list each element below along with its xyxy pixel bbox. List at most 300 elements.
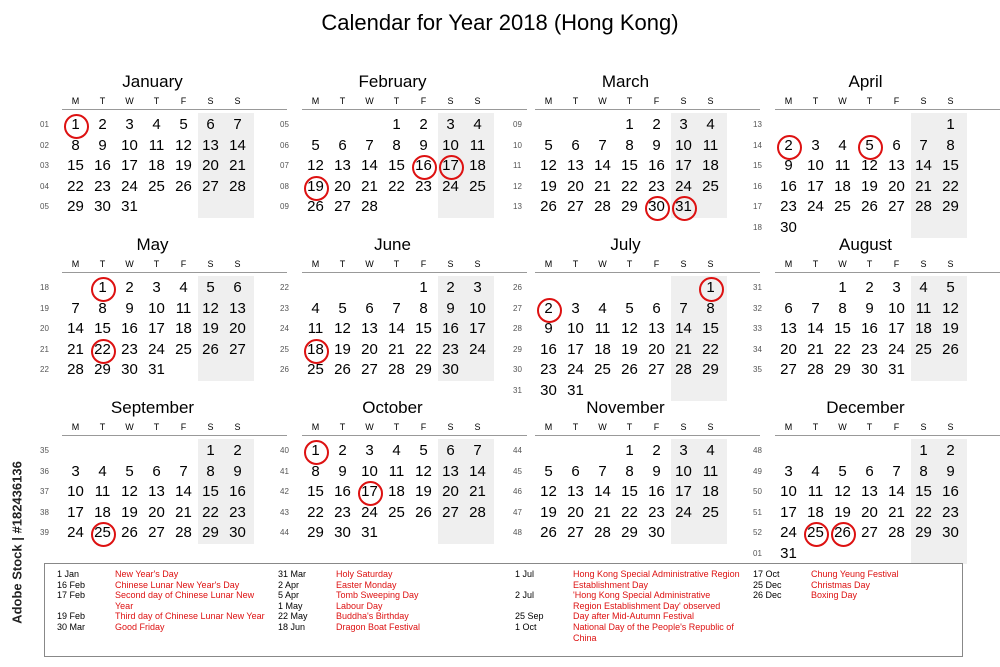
day-cell: 31	[888, 361, 905, 378]
day-cell: 8	[706, 299, 715, 317]
day-cell: 30	[229, 524, 246, 541]
day-cell: 2	[946, 442, 955, 459]
day-cell: 14	[888, 483, 905, 500]
watermark-text: Adobe Stock | #182436136	[9, 461, 25, 624]
month-december	[753, 398, 993, 565]
legend-holiday-name: National Day of the People's Republic of China	[573, 621, 734, 643]
day-cell: 29	[202, 524, 219, 541]
day-cell: 25	[702, 177, 719, 195]
week-number: 22	[280, 283, 289, 292]
day-cell: 19	[121, 503, 138, 521]
month-april	[753, 72, 993, 239]
day-cell: 29	[621, 524, 638, 541]
day-cell: 18	[388, 483, 405, 500]
day-cell: 7	[892, 462, 901, 480]
watermark	[6, 430, 26, 660]
day-cell: 14	[807, 320, 824, 337]
day-cell: 12	[202, 299, 219, 317]
day-cell: 22	[94, 340, 111, 358]
day-cell: 26	[307, 198, 324, 215]
day-cell: 19	[540, 177, 557, 195]
day-cell: 19	[942, 320, 959, 337]
header-rule	[775, 109, 1000, 110]
day-cell: 1	[419, 279, 428, 296]
day-cell: 8	[206, 462, 215, 480]
day-cell: 1	[946, 116, 955, 133]
day-cell: 20	[567, 503, 584, 521]
weekday-header: T	[339, 96, 346, 106]
day-cell: 10	[675, 136, 692, 154]
day-cell: 9	[865, 299, 874, 317]
legend-item	[515, 611, 740, 622]
month-name: June	[374, 235, 411, 254]
day-cell: 27	[334, 198, 351, 215]
week-number: 48	[513, 528, 522, 537]
week-number: 22	[40, 365, 49, 374]
day-cell: 5	[838, 462, 847, 480]
day-cell: 26	[415, 503, 432, 521]
day-cell: 5	[206, 279, 215, 296]
day-cell: 29	[307, 524, 324, 541]
day-cell: 10	[148, 299, 165, 317]
day-cell: 13	[567, 157, 584, 174]
day-cell: 12	[942, 299, 959, 317]
day-cell: 3	[679, 442, 688, 459]
day-cell: 7	[179, 462, 188, 480]
month-name: November	[586, 398, 665, 417]
day-cell: 14	[469, 462, 486, 480]
week-number: 06	[280, 140, 289, 150]
day-cell: 8	[71, 136, 80, 154]
legend-item	[278, 601, 508, 612]
week-number: 19	[40, 303, 49, 313]
day-cell: 26	[540, 198, 557, 215]
legend-holiday-name: Christmas Day	[811, 579, 871, 590]
day-cell: 19	[334, 340, 351, 358]
weekday-header: T	[572, 96, 579, 106]
day-cell: 12	[621, 320, 638, 337]
day-cell: 19	[621, 340, 638, 358]
day-cell: 23	[229, 503, 246, 521]
day-cell: 17	[442, 157, 459, 174]
week-number: 17	[753, 202, 762, 211]
day-cell: 4	[706, 116, 715, 133]
week-number: 30	[513, 365, 522, 374]
weekday-header: S	[207, 96, 214, 106]
day-cell: 20	[780, 340, 797, 358]
day-cell: 24	[361, 503, 378, 521]
day-cell: 10	[888, 299, 905, 317]
day-cell: 6	[338, 136, 347, 154]
week-number: 08	[280, 181, 289, 191]
day-cell: 1	[392, 116, 401, 133]
week-number: 23	[280, 303, 289, 313]
day-cell: 18	[807, 503, 824, 521]
month-february	[280, 72, 520, 219]
weekday-header: T	[99, 422, 106, 432]
day-cell: 26	[942, 340, 959, 358]
month-march	[513, 72, 753, 219]
weekday-header: F	[653, 96, 660, 106]
day-cell: 13	[442, 462, 459, 480]
day-cell: 28	[361, 198, 378, 215]
week-number: 09	[513, 120, 522, 129]
weekday-header: F	[420, 259, 427, 269]
day-cell: 4	[179, 279, 188, 296]
day-cell: 24	[780, 524, 797, 541]
day-cell: 21	[67, 340, 84, 358]
day-cell: 3	[446, 116, 455, 133]
weekday-header: F	[653, 422, 660, 432]
week-number: 20	[40, 324, 49, 333]
week-number: 43	[280, 507, 289, 517]
day-cell: 31	[361, 524, 378, 541]
day-cell: 2	[338, 442, 347, 459]
day-cell: 18	[702, 483, 719, 500]
day-cell: 10	[469, 299, 486, 317]
weekday-header: M	[311, 96, 320, 106]
day-cell: 23	[780, 198, 797, 215]
weekday-header: S	[474, 422, 481, 432]
day-cell: 17	[121, 157, 138, 174]
header-rule	[302, 272, 527, 273]
day-cell: 27	[442, 503, 459, 521]
legend-item	[278, 569, 508, 580]
weekday-header: T	[866, 259, 873, 269]
day-cell: 16	[780, 177, 797, 195]
day-cell: 30	[942, 524, 959, 541]
day-cell: 30	[540, 381, 557, 399]
day-cell: 2	[865, 279, 874, 296]
day-cell: 21	[388, 340, 405, 358]
week-number: 31	[513, 385, 522, 395]
day-cell: 1	[919, 442, 928, 459]
day-cell: 24	[148, 340, 165, 358]
day-cell: 21	[888, 503, 905, 521]
month-name: May	[136, 235, 169, 254]
weekday-header: M	[71, 259, 80, 269]
week-number: 37	[40, 487, 49, 496]
legend-item	[278, 590, 508, 601]
day-cell: 9	[446, 299, 455, 317]
week-number: 38	[40, 507, 49, 517]
week-number: 51	[753, 507, 762, 517]
day-cell: 24	[675, 177, 692, 195]
weekday-header: S	[680, 259, 687, 269]
legend-column	[278, 569, 508, 633]
weekday-header: W	[598, 259, 607, 269]
day-cell: 5	[125, 462, 134, 480]
day-cell: 5	[311, 136, 320, 154]
day-cell: 29	[67, 198, 84, 215]
legend-item	[753, 580, 953, 591]
weekday-header: T	[393, 96, 400, 106]
week-number: 49	[753, 466, 762, 476]
day-cell: 25	[594, 361, 611, 378]
day-cell: 15	[915, 483, 932, 500]
weekday-header: M	[784, 259, 793, 269]
month-october	[280, 398, 520, 545]
day-cell: 28	[675, 361, 692, 378]
day-cell: 17	[67, 503, 84, 521]
legend-date: 17 Oct	[753, 569, 780, 579]
legend-column	[753, 569, 953, 601]
day-cell: 1	[98, 279, 107, 296]
day-cell: 20	[334, 177, 351, 195]
week-number: 16	[753, 181, 762, 191]
day-cell: 11	[915, 299, 932, 317]
week-number: 39	[40, 528, 49, 537]
week-number: 35	[40, 446, 49, 455]
day-cell: 16	[229, 483, 246, 500]
week-number: 31	[753, 283, 762, 292]
week-number: 01	[753, 548, 762, 558]
day-cell: 16	[861, 320, 878, 337]
legend-holiday-name: Good Friday	[115, 621, 165, 632]
legend-holiday-name: Third day of Chinese Lunar New Year	[115, 611, 265, 622]
page-title: Calendar for Year 2018 (Hong Kong)	[321, 10, 679, 35]
weekday-header: F	[653, 259, 660, 269]
weekday-header: W	[125, 259, 134, 269]
legend-holiday-name: Chinese Lunar New Year's Day	[115, 579, 240, 590]
day-cell: 15	[942, 157, 959, 174]
legend-date: 1 Oct	[515, 621, 537, 632]
day-cell: 5	[544, 462, 553, 480]
weekday-header: W	[838, 259, 847, 269]
month-name: October	[362, 398, 423, 417]
day-cell: 1	[311, 442, 320, 459]
day-cell: 5	[946, 279, 955, 296]
day-cell: 7	[598, 462, 607, 480]
day-cell: 20	[648, 340, 665, 358]
week-number: 27	[513, 303, 522, 313]
day-cell: 23	[334, 503, 351, 521]
month-july	[513, 235, 753, 402]
day-cell: 29	[702, 361, 719, 378]
day-cell: 13	[229, 299, 246, 317]
weekday-header: T	[393, 259, 400, 269]
day-cell: 28	[594, 198, 611, 215]
header-rule	[535, 435, 760, 436]
month-january	[40, 72, 280, 219]
day-cell: 19	[175, 157, 192, 174]
day-cell: 2	[652, 116, 661, 133]
day-cell: 20	[202, 157, 219, 174]
legend-holiday-name: Chung Yeung Festival	[811, 569, 899, 579]
day-cell: 4	[98, 462, 107, 480]
day-cell: 13	[648, 320, 665, 337]
day-cell: 19	[834, 503, 851, 521]
day-cell: 24	[469, 340, 486, 358]
day-cell: 27	[229, 340, 246, 358]
weekday-header: T	[812, 96, 819, 106]
legend-item	[57, 590, 267, 611]
day-cell: 9	[338, 462, 347, 480]
day-cell: 27	[148, 524, 165, 541]
day-cell: 10	[780, 483, 797, 500]
week-number: 04	[40, 181, 49, 191]
day-cell: 20	[861, 503, 878, 521]
day-cell: 2	[784, 136, 793, 154]
day-cell: 24	[888, 340, 905, 358]
day-cell: 10	[567, 320, 584, 337]
weekday-header: S	[234, 422, 241, 432]
weekday-header: F	[180, 422, 187, 432]
day-cell: 3	[71, 462, 80, 480]
day-cell: 22	[834, 340, 851, 358]
day-cell: 15	[67, 157, 84, 174]
day-cell: 7	[811, 299, 820, 317]
day-cell: 18	[307, 340, 324, 358]
weekday-header: S	[947, 259, 954, 269]
weekday-header: M	[544, 259, 553, 269]
week-number: 21	[40, 344, 49, 354]
day-cell: 4	[838, 136, 847, 154]
weekday-header: S	[947, 96, 954, 106]
day-cell: 27	[202, 177, 219, 195]
day-cell: 12	[415, 462, 432, 480]
day-cell: 20	[229, 320, 246, 337]
day-cell: 18	[469, 157, 486, 174]
day-cell: 15	[834, 320, 851, 337]
legend-date: 22 May	[278, 611, 308, 622]
day-cell: 16	[415, 157, 432, 174]
day-cell: 30	[648, 524, 665, 541]
weekday-header: S	[447, 96, 454, 106]
legend-date: 26 Dec	[753, 590, 782, 601]
legend-holiday-name: Easter Monday	[336, 579, 397, 590]
weekday-header: T	[339, 259, 346, 269]
day-cell: 26	[834, 524, 851, 541]
day-cell: 1	[206, 442, 215, 459]
header-rule	[302, 109, 527, 110]
day-cell: 29	[621, 198, 638, 215]
weekday-header: W	[838, 422, 847, 432]
week-number: 18	[753, 222, 762, 232]
day-cell: 9	[784, 157, 793, 174]
day-cell: 17	[469, 320, 486, 337]
legend-date: 25 Sep	[515, 611, 544, 622]
week-number: 46	[513, 487, 522, 496]
day-cell: 11	[94, 483, 111, 500]
day-cell: 16	[442, 320, 459, 337]
day-cell: 3	[784, 462, 793, 480]
week-number: 18	[40, 283, 49, 292]
day-cell: 22	[621, 503, 638, 521]
day-cell: 31	[148, 361, 165, 378]
week-number: 52	[753, 528, 762, 537]
day-cell: 31	[121, 198, 138, 215]
day-cell: 25	[94, 524, 111, 541]
legend-date: 25 Dec	[753, 579, 782, 590]
day-cell: 9	[419, 136, 428, 154]
weekday-header: S	[680, 96, 687, 106]
day-cell: 6	[365, 299, 374, 317]
day-cell: 23	[861, 340, 878, 358]
day-cell: 9	[946, 462, 955, 480]
day-cell: 18	[834, 177, 851, 195]
weekday-header: W	[838, 96, 847, 106]
day-cell: 14	[594, 483, 611, 500]
day-cell: 3	[811, 136, 820, 154]
day-cell: 26	[175, 177, 192, 195]
day-cell: 19	[861, 177, 878, 195]
week-number: 02	[40, 140, 49, 150]
day-cell: 12	[307, 157, 324, 174]
weekday-header: W	[365, 422, 374, 432]
day-cell: 3	[125, 116, 134, 133]
legend-holiday-name: Boxing Day	[811, 590, 858, 601]
day-cell: 19	[307, 177, 324, 195]
day-cell: 28	[67, 361, 84, 378]
legend-holiday-name: Holy Saturday	[336, 569, 393, 579]
week-number: 07	[280, 161, 289, 170]
day-cell: 14	[388, 320, 405, 337]
week-number: 09	[280, 202, 289, 211]
day-cell: 8	[838, 299, 847, 317]
weekday-header: S	[234, 259, 241, 269]
day-cell: 21	[469, 483, 486, 500]
weekday-header: T	[99, 96, 106, 106]
day-cell: 20	[567, 177, 584, 195]
day-cell: 21	[175, 503, 192, 521]
legend-item	[753, 590, 953, 601]
day-cell: 3	[365, 442, 374, 459]
day-cell: 17	[780, 503, 797, 521]
day-cell: 27	[361, 361, 378, 378]
day-cell: 22	[202, 503, 219, 521]
weekday-header: T	[153, 259, 160, 269]
day-cell: 8	[625, 462, 634, 480]
legend-date: 30 Mar	[57, 621, 86, 632]
legend-date: 5 Apr	[278, 590, 300, 601]
weekday-header: M	[311, 422, 320, 432]
day-cell: 15	[307, 483, 324, 500]
weekday-header: T	[626, 422, 633, 432]
day-cell: 16	[648, 157, 665, 174]
day-cell: 9	[125, 299, 134, 317]
legend-date: 1 May	[278, 600, 303, 611]
day-cell: 12	[540, 483, 557, 500]
week-number: 33	[753, 324, 762, 333]
day-cell: 21	[807, 340, 824, 358]
weekday-header: T	[572, 259, 579, 269]
week-number: 05	[280, 120, 289, 129]
weekday-header: F	[420, 96, 427, 106]
day-cell: 3	[152, 279, 161, 296]
day-cell: 10	[67, 483, 84, 500]
weekday-header: T	[626, 96, 633, 106]
day-cell: 31	[675, 198, 692, 215]
day-cell: 5	[419, 442, 428, 459]
day-cell: 3	[679, 116, 688, 133]
day-cell: 14	[675, 320, 692, 337]
day-cell: 7	[679, 299, 688, 317]
day-cell: 11	[702, 136, 719, 154]
header-rule	[62, 435, 287, 436]
day-cell: 19	[540, 503, 557, 521]
week-number: 03	[40, 161, 49, 170]
day-cell: 29	[942, 198, 959, 215]
day-cell: 27	[567, 524, 584, 541]
day-cell: 9	[98, 136, 107, 154]
week-number: 26	[513, 283, 522, 292]
day-cell: 6	[233, 279, 242, 296]
day-cell: 1	[625, 116, 634, 133]
day-cell: 23	[648, 177, 665, 195]
legend-date: 2 Jul	[515, 590, 535, 601]
week-number: 24	[280, 324, 289, 333]
